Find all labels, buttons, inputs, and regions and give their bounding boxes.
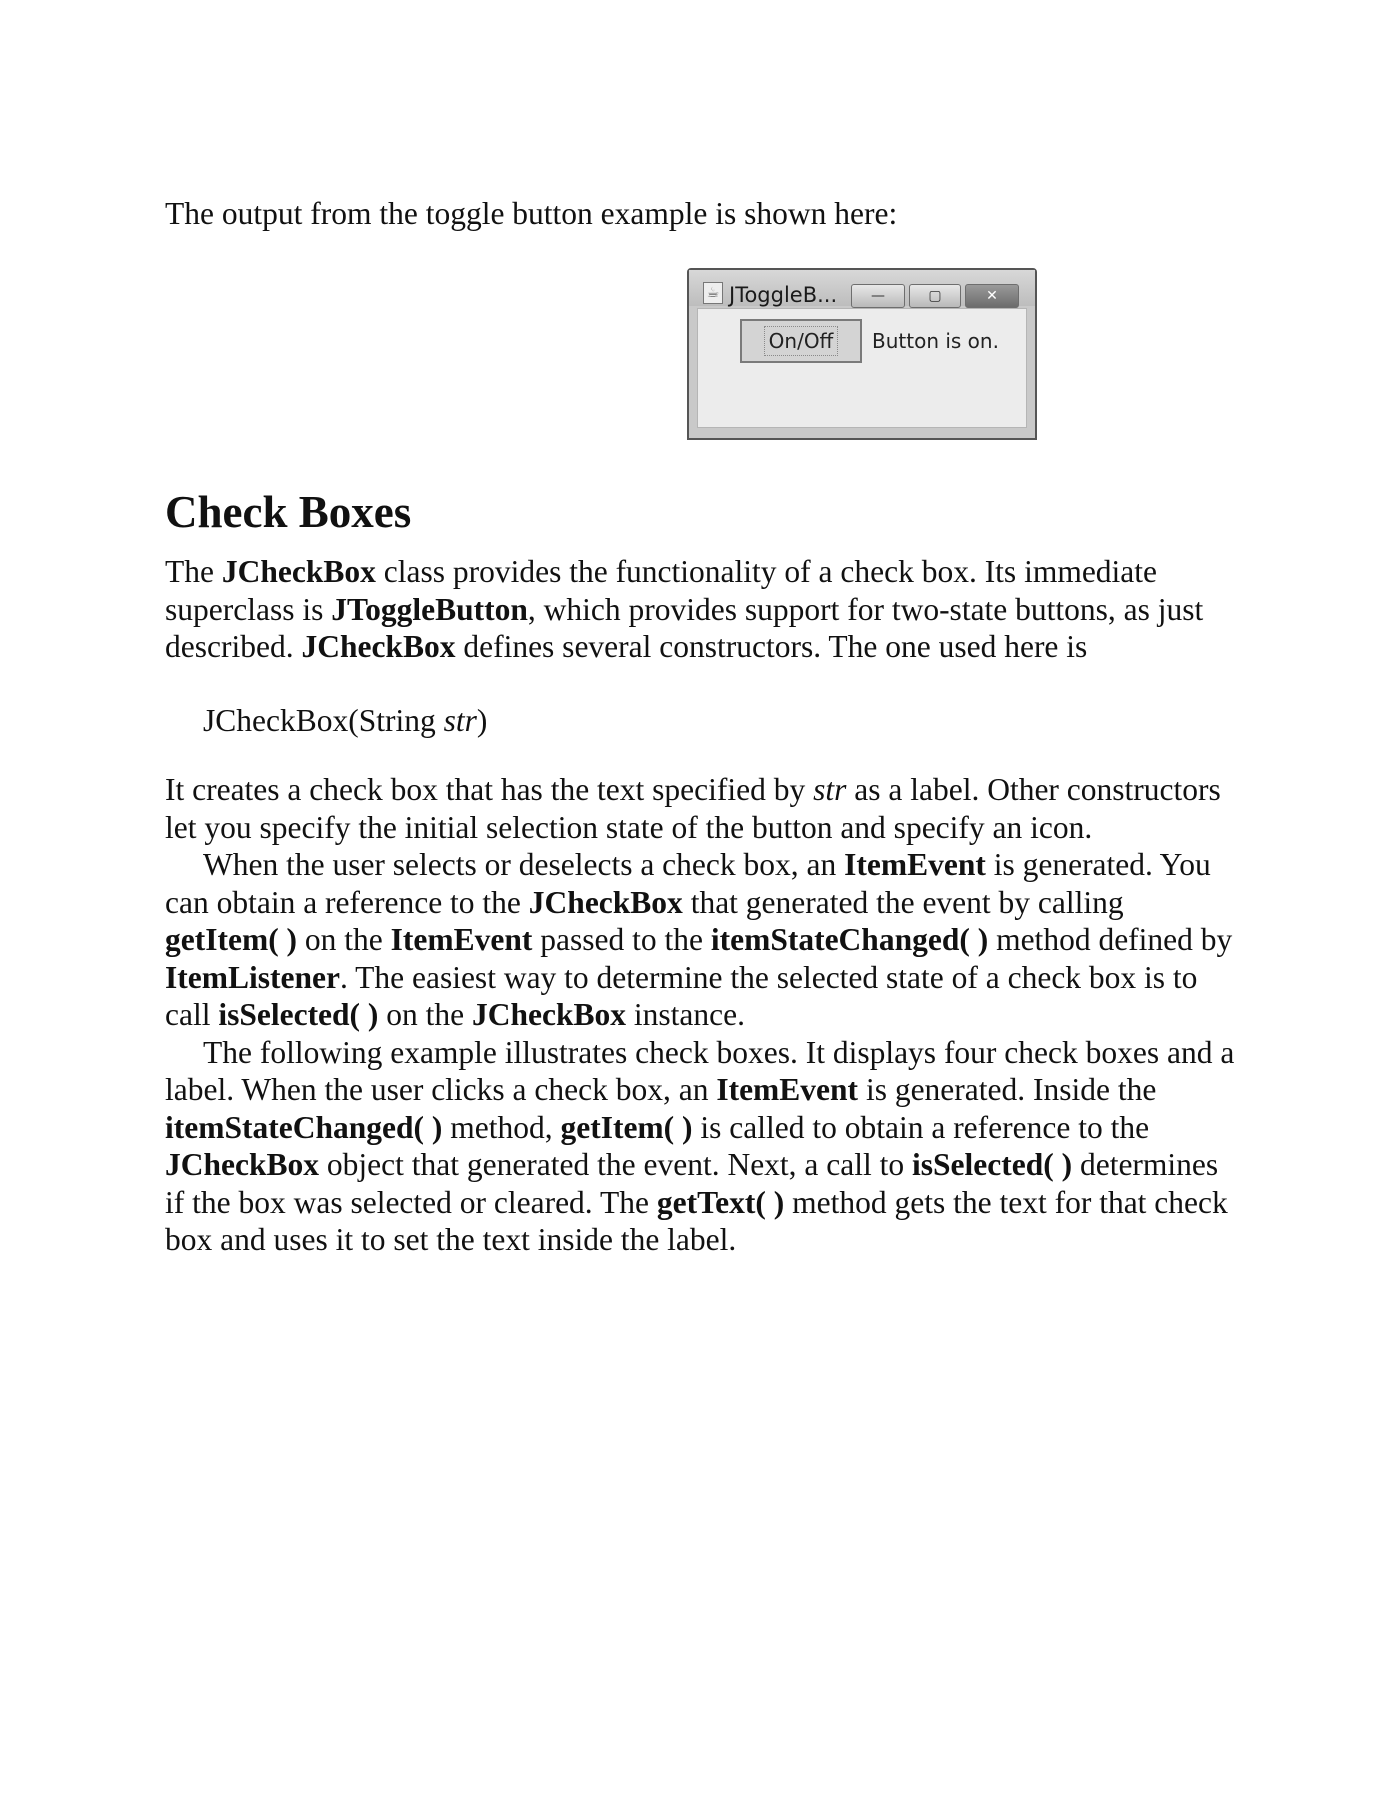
text-run: is called to obtain a reference to the <box>692 1109 1150 1145</box>
body-text <box>165 553 1240 666</box>
window-content <box>697 308 1027 428</box>
text-run: method defined by <box>988 922 1233 957</box>
text-run: as a label. Other constructors let you specify the initial selection state of the button and specify an icon. <box>165 772 1221 845</box>
text-run: defines several constructors. The one used here is <box>455 629 1088 664</box>
bold-term: ItemEvent <box>716 1072 859 1107</box>
bold-term: itemStateChanged( ) <box>710 922 989 957</box>
text-run: passed to the <box>532 922 711 957</box>
toggle-button-label: On/Off <box>764 326 839 356</box>
body-text-continued <box>165 771 1240 1259</box>
bold-term: JCheckBox <box>165 1147 320 1182</box>
button-status-label: Button is on. <box>872 329 999 353</box>
bold-term: JCheckBox <box>528 884 683 920</box>
text-run: that generated the event by calling <box>682 884 1124 920</box>
close-button[interactable]: ✕ <box>965 284 1019 308</box>
bold-term: getItem( ) <box>165 922 298 957</box>
text-run: , which provides support for two-state buttons, as just described. <box>165 591 1204 664</box>
bold-term: ItemEvent <box>390 922 533 957</box>
java-cup-icon: ☕ <box>703 282 723 304</box>
bold-term: JCheckBox <box>472 997 627 1032</box>
text-run: . The easiest way to determine the selected state of a check box is to call <box>165 959 1198 1032</box>
text-run: is generated. You can obtain a reference to the <box>165 847 1211 920</box>
bold-term: JCheckBox <box>301 629 456 664</box>
maximize-button[interactable]: ▢ <box>909 284 961 308</box>
text-run: on the <box>297 922 391 957</box>
text-run: determines if the box was selected or cleared. The <box>165 1147 1219 1220</box>
constructor-signature <box>203 702 487 740</box>
bold-term: isSelected( ) <box>912 1147 1073 1182</box>
paragraph-jcheckbox-intro <box>165 553 1240 666</box>
toggle-button-example-window <box>687 268 1037 440</box>
text-run: It creates a check box that has the text specified by <box>165 772 814 807</box>
bold-term: isSelected( ) <box>218 997 379 1032</box>
bold-term: JToggleButton <box>331 591 528 627</box>
bold-term: itemStateChanged( ) <box>165 1109 443 1145</box>
bold-term: ItemListener <box>165 959 340 995</box>
paragraph-example-description <box>165 1034 1240 1259</box>
italic-term: str <box>443 703 477 738</box>
paragraph-constructor-description <box>165 771 1240 846</box>
text-run: instance. <box>626 997 746 1032</box>
text-run: object that generated the event. Next, a call to <box>319 1147 913 1182</box>
text-run: The following example illustrates check boxes. It displays four check boxes and a label. When the user clicks a check box, an <box>165 1034 1235 1107</box>
text-run: on the <box>378 997 473 1032</box>
text-run: method gets the text for that check box and uses it to set the text inside the label. <box>165 1184 1228 1257</box>
text-run: JCheckBox(String <box>203 703 444 738</box>
text-run: is generated. Inside the <box>858 1072 1157 1107</box>
text-run: ) <box>476 703 488 738</box>
text-run: When the user selects or deselects a check box, an <box>203 847 845 882</box>
bold-term: getItem( ) <box>560 1109 693 1145</box>
on-off-toggle-button[interactable] <box>740 319 862 363</box>
window-titlebar <box>689 270 1035 306</box>
window-title: JToggleB... <box>729 283 838 307</box>
italic-term: str <box>813 772 847 807</box>
text-run: method, <box>442 1109 561 1145</box>
bold-term: getText( ) <box>656 1184 785 1220</box>
text-run: The <box>165 554 222 589</box>
section-heading: Check Boxes <box>165 487 412 537</box>
minimize-button[interactable]: — <box>851 284 905 308</box>
bold-term: ItemEvent <box>844 847 986 882</box>
intro-paragraph: The output from the toggle button example is shown here: <box>165 196 898 231</box>
bold-term: JCheckBox <box>221 554 376 589</box>
text-run: class provides the functionality of a check box. Its immediate superclass is <box>165 554 1158 627</box>
paragraph-item-event <box>165 846 1240 1034</box>
